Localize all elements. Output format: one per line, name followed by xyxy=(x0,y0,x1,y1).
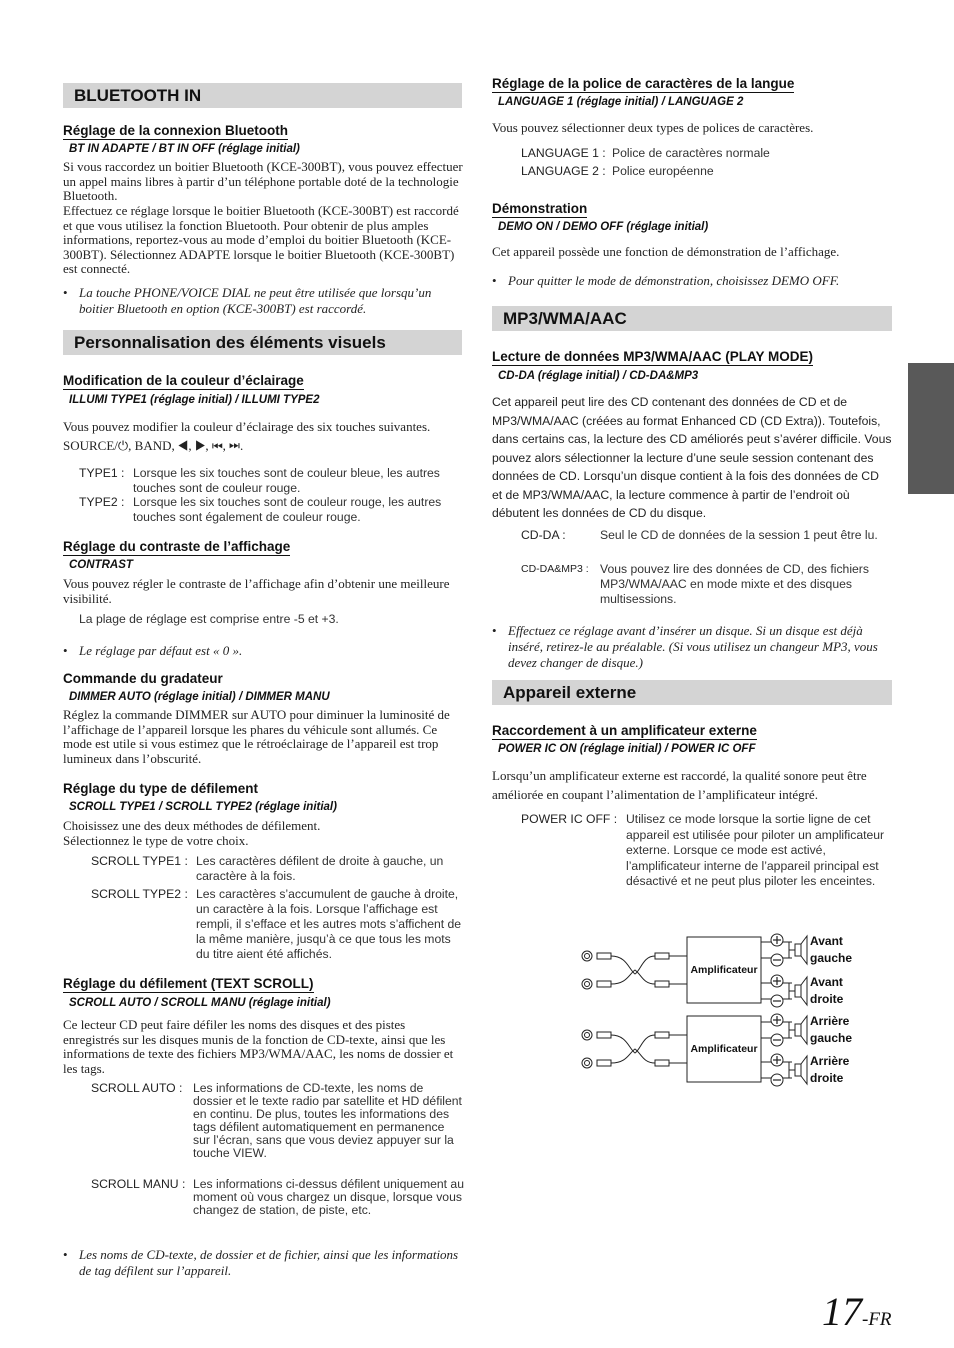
heading-textscroll: Réglage du défilement (TEXT SCROLL) xyxy=(63,976,314,991)
subheading-bt-in: BT IN ADAPTE / BT IN OFF (réglage initial) xyxy=(69,143,300,155)
heading-contraste: Réglage du contraste de l’affichage xyxy=(63,539,291,554)
section-visuels-title: Personnalisation des éléments visuels xyxy=(63,330,462,355)
subheading-scroll-auto: SCROLL AUTO / SCROLL MANU (réglage initial) xyxy=(69,997,331,1009)
note-contraste: • Le réglage par défaut est « 0 ». xyxy=(63,643,243,658)
keys-list: SOURCE/⏻, BAND, ◀, ▶, ⏮, ⏭. xyxy=(63,438,244,453)
def-language2: LANGUAGE 2 : Police européenne xyxy=(521,164,714,178)
heading-langue: Réglage de la police de caractères de la langue xyxy=(492,76,795,91)
paragraph-textscroll: Ce lecteur CD peut faire défiler les noms des disques et des pistes enregistrés sur les disques munis de la fonction de CD-texte, ainsi que les informations de texte des fichiers MP3/WMA/AAC, les noms de dossier et les tags. xyxy=(63,1017,454,1076)
subheading-contrast: CONTRAST xyxy=(69,559,133,571)
side-tab-marker xyxy=(908,363,954,494)
page-number-suffix: -FR xyxy=(862,1309,892,1330)
paragraph-externe: Lorsqu’un amplificateur externe est raccordé, la qualité sonore peut être améliorée en coupant l’alimentation de l’amplificateur intégré. xyxy=(492,768,867,802)
heading-bluetooth-connexion: Réglage de la connexion Bluetooth xyxy=(63,123,289,138)
page-number xyxy=(822,1288,892,1335)
def-power-ic-off: POWER IC OFF : Utilisez ce mode lorsque la sortie ligne de cet appareil est utilisée pour piloter un amplificateur externe. Lorsque ce mode est activé, l’amplificateur interne de l’appareil principal est désactivé et ne peut plus piloter les enceintes. xyxy=(521,812,885,889)
subheading-cdda: CD-DA (réglage initial) / CD-DA&MP3 xyxy=(498,370,699,382)
paragraph-defilement: Choisissez une des deux méthodes de défilement. Sélectionnez le type de votre choix. xyxy=(63,818,321,848)
speaker-label-avant-gauche: Avant gauche xyxy=(810,934,853,965)
def-scroll-type2: SCROLL TYPE2 : Les caractères s’accumulent de gauche à droite, un caractère à la fois. Lorsque l’affichage est rempli, il s’efface et les autres mots s’affichent de la même manière, jusqu’à ce que tous les mots du titre aient été affichés. xyxy=(91,887,462,961)
paragraph-bt-2: Effectuez ce réglage lorsque le boitier Bluetooth (KCE-300BT) est raccordé et que vous utilisez la fonction Bluetooth. Pour obtenir de plus amples informations, reportez-vous au mode d’emploi du boitier Bluetooth (KCE-300BT). Sélectionnez ADAPTE lorsque le boitier Bluetooth (KCE-300BT) est connecté. xyxy=(63,203,459,276)
heading-mp3: Lecture de données MP3/WMA/AAC (PLAY MODE) xyxy=(492,349,814,364)
heading-demo: Démonstration xyxy=(492,201,588,216)
section-mp3-title: MP3/WMA/AAC xyxy=(492,306,892,331)
note-bt: • La touche PHONE/VOICE DIAL ne peut être utilisée que lorsqu’un boitier Bluetooth en option (KCE-300BT) est raccordé. xyxy=(63,285,432,316)
section-externe-title: Appareil externe xyxy=(492,680,892,705)
def-scroll-type1: SCROLL TYPE1 : Les caractères défilent de droite à gauche, un caractère à la fois. xyxy=(91,854,444,883)
rca-jack-icon xyxy=(582,951,592,1068)
amplifier-label-1: Amplificateur xyxy=(690,964,758,976)
heading-gradateur: Commande du gradateur xyxy=(63,671,223,686)
subheading-illumi: ILLUMI TYPE1 (réglage initial) / ILLUMI TYPE2 xyxy=(69,394,320,406)
subheading-scroll-type: SCROLL TYPE1 / SCROLL TYPE2 (réglage initial) xyxy=(69,801,337,813)
def-scroll-manu: SCROLL MANU : Les informations ci-dessus défilent uniquement au moment où vous chargez un disque, lorsque vous changez de station, de piste, etc. xyxy=(91,1177,464,1217)
paragraph-contraste: Vous pouvez régler le contraste de l’affichage afin d’obtenir une meilleure visibilité. xyxy=(63,576,450,606)
def-language1: LANGUAGE 1 : Police de caractères normale xyxy=(521,146,770,160)
speaker-label-avant-droite: Avant droite xyxy=(810,975,844,1006)
heading-externe: Raccordement à un amplificateur externe xyxy=(492,723,757,738)
amplifier-wiring-diagram xyxy=(577,928,877,1093)
speaker-label-arriere-droite: Arrière droite xyxy=(810,1054,850,1085)
section-bluetooth-title: BLUETOOTH IN xyxy=(63,83,462,108)
note-demo: • Pour quitter le mode de démonstration, choisissez DEMO OFF. xyxy=(492,273,840,288)
amplifier-label-2: Amplificateur xyxy=(690,1043,758,1055)
paragraph-demo: Cet appareil possède une fonction de démonstration de l’affichage. xyxy=(492,244,840,259)
paragraph-mp3: Cet appareil peut lire des CD contenant des données de CD et de MP3/WMA/AAC (créées au format Enhanced CD (CD Extra)). Toutefois, dans certains cas, la lecture des CD améliorés peut s’avérer difficile. Vous pouvez alors sélectionner la lecture d’une seule session contenant des données de CD. Lorsqu’un disque contient à la fois des données de CD et de MP3/WMA/AAC, la lecture commence à partir de l’endroit où débutent les données de CD du disque. xyxy=(492,395,892,520)
paragraph-langue: Vous pouvez sélectionner deux types de polices de caractères. xyxy=(492,120,814,135)
heading-couleur: Modification de la couleur d’éclairage xyxy=(63,373,304,388)
def-type1: TYPE1 : Lorsque les six touches sont de couleur bleue, les autres touches sont de couleur rouge. xyxy=(79,466,440,495)
note-textscroll: • Les noms de CD-texte, de dossier et de fichier, ainsi que les informations de tag défilent sur l’appareil. xyxy=(63,1247,459,1278)
def-cdda: CD-DA : Seul le CD de données de la session 1 peut être lu. xyxy=(521,528,878,542)
subheading-demo: DEMO ON / DEMO OFF (réglage initial) xyxy=(498,221,709,233)
paragraph-bt-1: Si vous raccordez un boitier Bluetooth (KCE-300BT), vous pouvez effectuer un appel mains libres à partir d’un téléphone portable doté de la technologie Bluetooth. xyxy=(63,159,463,203)
paragraph-contraste-plage: La plage de réglage est comprise entre -5 et +3. xyxy=(79,612,339,626)
def-scroll-auto: SCROLL AUTO : Les informations de CD-texte, les noms de dossier et le texte radio par satellite et HD défilent en continu. De plus, toutes les informations des tags défilent automatiquement en permanence sur l’écran, sans que vous deviez appuyer sur la touche VIEW. xyxy=(91,1081,462,1160)
def-cdda-mp3: CD-DA&MP3 : Vous pouvez lire des données de CD, des fichiers MP3/WMA/AAC en mode mixte et des disques multisessions. xyxy=(521,562,869,606)
speaker-label-arriere-gauche: Arrière gauche xyxy=(810,1014,853,1045)
paragraph-gradateur: Réglez la commande DIMMER sur AUTO pour diminuer la luminosité de l’affichage de l’appareil lorsque les phares du véhicule sont allumés. Ce mode est utile si vous estimez que le rétroéclairage de l’appareil est trop lumineux dans l’obscurité. xyxy=(63,707,450,766)
heading-defilement: Réglage du type de défilement xyxy=(63,781,259,796)
speaker-icon xyxy=(795,936,807,1084)
page-number-value: 17 xyxy=(822,1289,862,1334)
subheading-power-ic: POWER IC ON (réglage initial) / POWER IC OFF xyxy=(498,743,756,755)
subheading-dimmer: DIMMER AUTO (réglage initial) / DIMMER MANU xyxy=(69,691,330,703)
note-mp3: • Effectuez ce réglage avant d’insérer un disque. Si un disque est déjà inséré, retirez-le au préalable. (Si vous utilisez un changeur MP3, vous devez changer de disque.) xyxy=(492,623,878,670)
subheading-language: LANGUAGE 1 (réglage initial) / LANGUAGE 2 xyxy=(498,96,744,108)
paragraph-couleur: Vous pouvez modifier la couleur d’éclairage des six touches suivantes. xyxy=(63,419,431,434)
def-type2: TYPE2 : Lorsque les six touches sont de couleur rouge, les autres touches sont également de couleur rouge. xyxy=(79,495,442,524)
